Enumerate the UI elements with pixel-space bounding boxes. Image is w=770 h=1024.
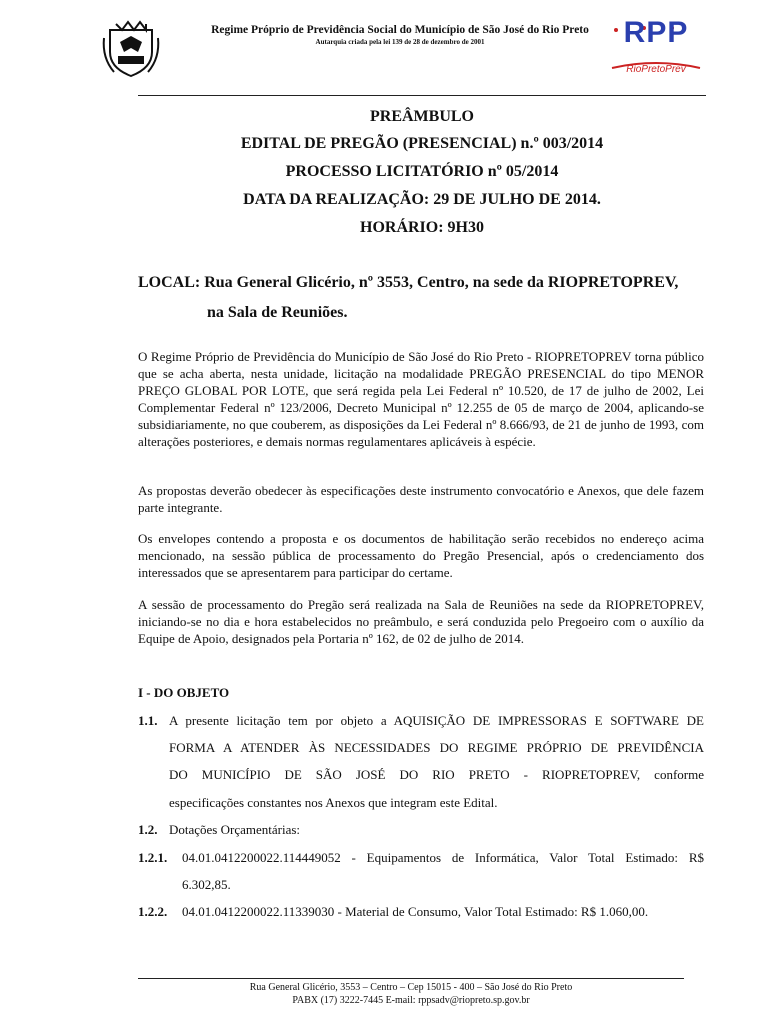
item-text: 04.01.0412200022.11339030 - Material de Consumo, Valor Total Estimado: R$ 1.060,00. bbox=[182, 904, 649, 919]
item-number: 1.2.2. bbox=[138, 904, 168, 919]
paragraph-session: A sessão de processamento do Pregão será realizada na Sala de Reuniões na sede da RIOPRETOPREV, iniciando-se no dia e hora estabelecidos no preâmbulo, e será conduzida pelo Pregoeiro com o auxílio da Equipe de Apoio, designados pela Portaria nº 162, de 02 de julho de 2014. bbox=[138, 597, 704, 646]
item-number: 1.1. bbox=[138, 713, 158, 728]
edital-number: EDITAL DE PREGÃO (PRESENCIAL) n.º 003/2014 bbox=[240, 135, 604, 152]
section-title: I - DO OBJETO bbox=[138, 685, 230, 700]
item-text: 6.302,85. bbox=[182, 877, 231, 892]
paragraph-envelopes: Os envelopes contendo a proposta e os documentos de habilitação serão recebidos no endereço acima mencionado, na sessão pública de processamento do Pregão Presencial, após o credenciamento dos interessados que se apresentarem para participar do certame. bbox=[138, 531, 704, 580]
paragraph-intro: O Regime Próprio de Previdência do Município de São José do Rio Preto - RIOPRETOPREV torna público que se acha aberta, nesta unidade, licitação na modalidade PREGÃO PRESENCIAL do tipo MENOR PREÇO GLOBAL POR LOTE, que será regida pela Lei Federal nº 10.520, de 17 de julho de 2002, Lei Complementar Federal nº 123/2006, Decreto Municipal nº 12.255 de 05 de março de 2004, aplicando-se subsidiariamente, no que couberem, as disposições da Lei Federal nº 8.666/93, de 21 de junho de 1993, com alterações posteriores, e demais normas regulamentares aplicáveis à espécie. bbox=[138, 349, 704, 449]
item-text: DO MUNICÍPIO DE SÃO JOSÉ DO RIO PRETO - RIOPRETOPREV, conforme bbox=[169, 767, 704, 782]
local-line-2: na Sala de Reuniões. bbox=[207, 304, 348, 321]
footer-contact: PABX (17) 3222-7445 E-mail: rppsadv@riopreto.sp.gov.br bbox=[292, 995, 530, 1006]
logo-subtitle: RioPretoPrev bbox=[626, 64, 686, 75]
local-line-1: LOCAL: Rua General Glicério, nº 3553, Centro, na sede da RIOPRETOPREV, bbox=[138, 274, 679, 291]
header-divider bbox=[138, 95, 706, 96]
header-title: Regime Próprio de Previdência Social do Município de São José do Rio Preto bbox=[211, 24, 589, 36]
item-text: A presente licitação tem por objeto a AQUISIÇÃO DE IMPRESSORAS E SOFTWARE DE bbox=[169, 713, 704, 728]
item-number: 1.2. bbox=[138, 822, 158, 837]
logo-text: RPP bbox=[623, 16, 689, 49]
item-text: 04.01.0412200022.114449052 - Equipamentos de Informática, Valor Total Estimado: R$ bbox=[182, 850, 704, 865]
footer-address: Rua General Glicério, 3553 – Centro – Cep 15015 - 400 – São José do Rio Preto bbox=[249, 982, 573, 993]
paragraph-proposals: As propostas deverão obedecer às especificações deste instrumento convocatório e Anexos, que dele fazem parte integrante. bbox=[138, 483, 704, 515]
processo-number: PROCESSO LICITATÓRIO nº 05/2014 bbox=[285, 163, 559, 180]
item-number: 1.2.1. bbox=[138, 850, 168, 865]
item-text: FORMA A ATENDER ÀS NECESSIDADES DO REGIME PRÓPRIO DE PREVIDÊNCIA bbox=[169, 740, 704, 755]
time: HORÁRIO: 9H30 bbox=[360, 219, 484, 236]
preamble-heading: PREÂMBULO bbox=[370, 108, 474, 125]
item-text: Dotações Orçamentárias: bbox=[169, 822, 301, 837]
footer-divider bbox=[138, 978, 684, 979]
realization-date: DATA DA REALIZAÇÃO: 29 DE JULHO DE 2014. bbox=[243, 191, 601, 208]
header-subtitle: Autarquia criada pela lei 139 de 28 de dezembro de 2001 bbox=[315, 38, 485, 46]
item-text: especificações constantes nos Anexos que integram este Edital. bbox=[169, 795, 498, 810]
